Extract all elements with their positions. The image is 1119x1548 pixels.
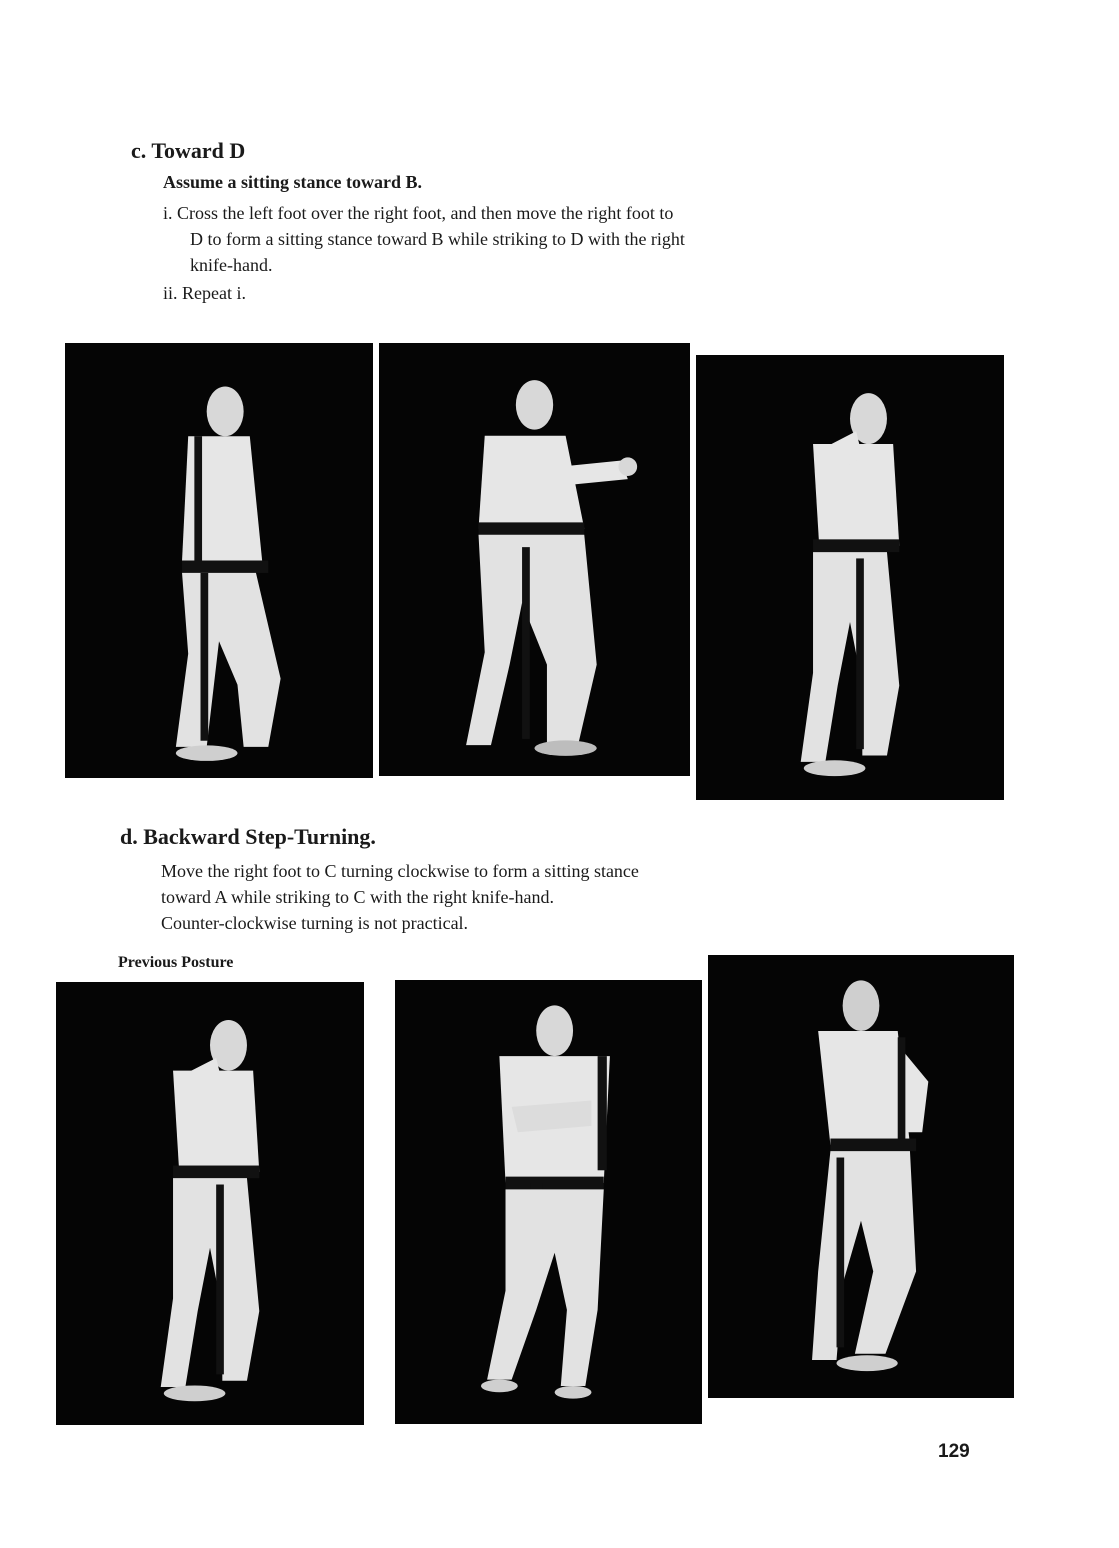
previous-posture-caption: Previous Posture [118, 954, 234, 971]
photo-c-1 [65, 343, 373, 778]
step-i-line-2: D to form a sitting stance toward B while striking to D with the right [190, 229, 685, 249]
section-d-line-2: toward A while striking to C with the right knife-hand. [161, 887, 554, 907]
figure-back-view [708, 955, 1014, 1398]
section-d-line-1: Move the right foot to C turning clockwise to form a sitting stance [161, 861, 639, 881]
page-number: 129 [938, 1441, 970, 1462]
photo-d-1 [56, 982, 364, 1425]
photo-d-3 [708, 955, 1014, 1398]
section-c-heading: c. Toward D [131, 138, 246, 163]
figure-previous-posture [56, 982, 364, 1425]
section-d-line-3: Counter-clockwise turning is not practical. [161, 913, 469, 933]
figure-sitting-stance-side [65, 343, 373, 778]
figure-turning-front [395, 980, 702, 1424]
step-i-line-3: knife-hand. [190, 255, 273, 275]
photo-d-2 [395, 980, 702, 1424]
photo-c-3 [696, 355, 1004, 800]
photo-c-2 [379, 343, 690, 776]
section-c-subheading: Assume a sitting stance toward B. [163, 172, 422, 192]
step-ii-line: ii. Repeat i. [163, 283, 246, 303]
step-i-line-1: i. Cross the left foot over the right foot, and then move the right foot to [163, 203, 674, 223]
figure-knife-hand-strike [696, 355, 1004, 800]
figure-crossing-feet [379, 343, 690, 776]
section-d-heading: d. Backward Step-Turning. [120, 824, 376, 849]
